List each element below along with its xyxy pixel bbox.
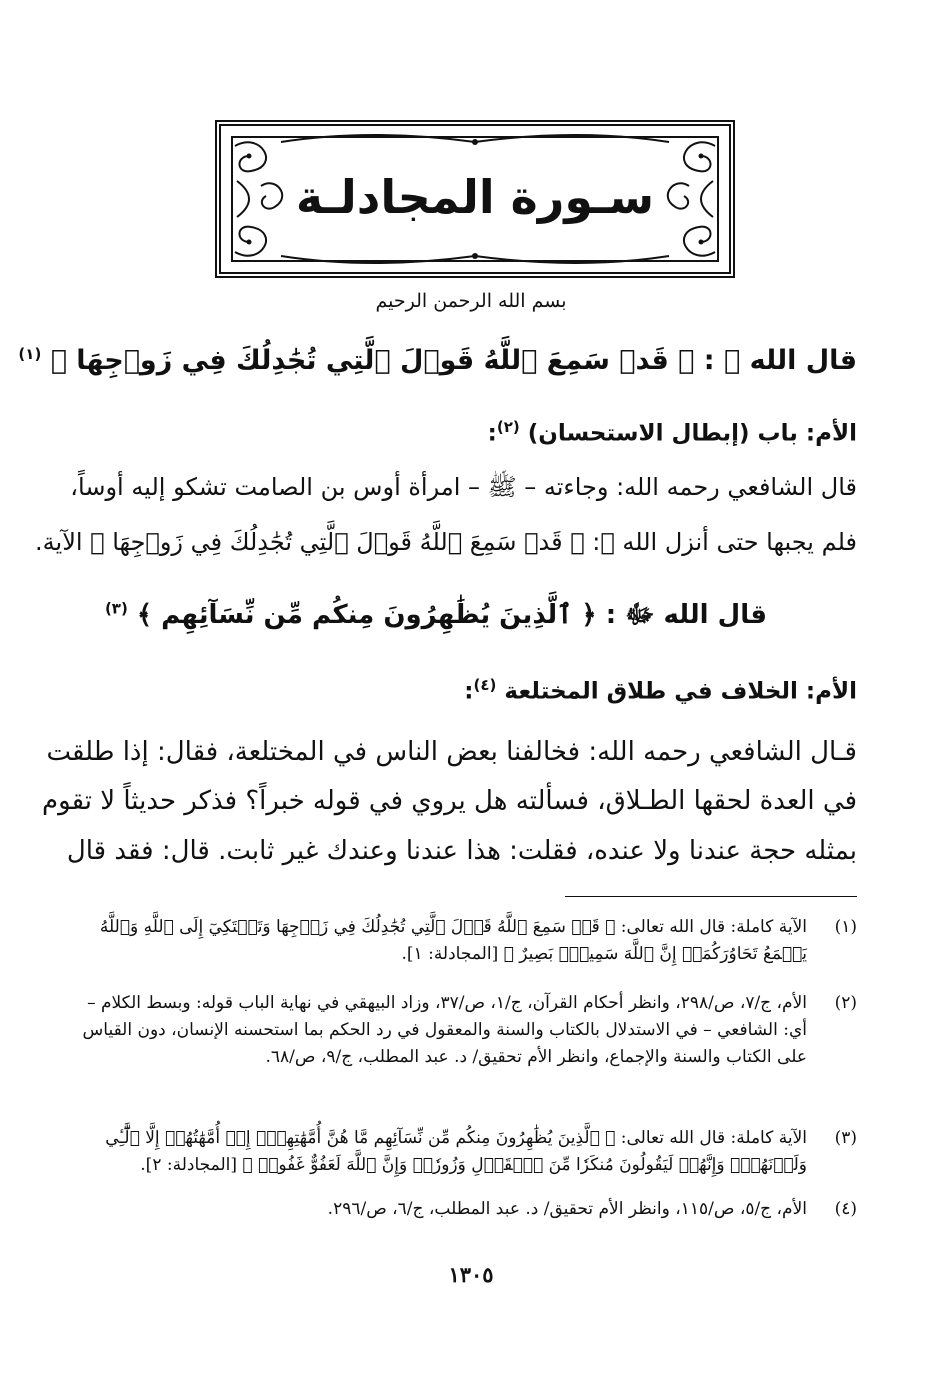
paragraph-2-line-1: قـال الشافعي رحمه الله: فخالفنا بعض الناس في المختلعة، فقال: إذا طلقت <box>46 737 857 767</box>
footnote-ref: (٢) <box>496 418 520 436</box>
footnote-number: (٤) <box>834 1199 857 1219</box>
surah-title: سـورة المجادلـة <box>295 170 655 224</box>
basmala: بسم الله الرحمن الرحيم <box>375 290 567 312</box>
footnote-2 <box>77 990 857 1071</box>
paragraph-2-line-3: بمثله حجة عندنا ولا عنده، فقلت: هذا عندنا وعندك غير ثابت. قال: فقد قال <box>66 836 857 866</box>
footnote-ref: (١) <box>18 345 42 363</box>
paragraph-1-line-1: قال الشافعي رحمه الله: وجاءته – ﷺ – امرأة أوس بن الصامت تشكو إليه أوساً، <box>70 473 857 501</box>
heading-colon: : <box>487 420 497 447</box>
footnote-number: (١) <box>834 917 857 937</box>
footnote-ref: (٣) <box>104 599 128 618</box>
footnote-text: الآية كاملة: قال الله تعالى: ﴿ ٱلَّذِينَ يُظَٰهِرُونَ مِنكُم مِّن نِّسَآئِهِم مَّا هُنَّ أُمَّهَٰتِهِمۡۖ إِنۡ أُمَّهَٰتُهُمۡ إِلَّا ٱلَّٰٓـِٔي وَلَدۡنَهُمۡۚ وَإِنَّهُمۡ لَيَقُولُونَ مُنكَرٗا مِّنَ ٱلۡقَوۡلِ وَزُورٗاۚ وَإِنَّ ٱللَّهَ لَعَفُوٌّ غَفُورٞ ﴾ [المجادلة: ٢]. <box>105 1128 807 1175</box>
footnote-4 <box>77 1196 857 1223</box>
footnote-text: الأم، ج/٥، ص/١١٥، وانظر الأم تحقيق/ د. عبد المطلب، ج/٦، ص/٢٩٦. <box>327 1199 807 1219</box>
footnote-number: (٣) <box>834 1128 857 1148</box>
title-ornament-frame <box>215 120 735 278</box>
heading-text: الأم: الخلاف في طلاق المختلعة <box>504 678 857 705</box>
footnote-1 <box>77 914 857 968</box>
section-heading-2 <box>80 676 857 705</box>
footnote-text: الأم، ج/٧، ص/٢٩٨، وانظر أحكام القرآن، ج/١، ص/٣٧، وزاد البيهقي في نهاية الباب قوله: وبسط الكلام – أي: الشافعي – في الاستدلال بالكتاب والسنة والمعقول في رد الحكم بما استحسنه الإنسان، دون القياس على الكتاب والسنة والإجماع، وانظر الأم تحقيق/ د. عبد المطلب، ج/٩، ص/٦٨. <box>82 993 807 1067</box>
footnote-3 <box>77 1125 857 1179</box>
heading-text: الأم: باب (إبطال الاستحسان) <box>527 420 857 447</box>
verse-quote-2 <box>80 598 767 636</box>
heading-colon: : <box>464 678 474 705</box>
footnote-ref: (٤) <box>473 676 497 694</box>
quote-prefix: قال الله ﷻ : <box>605 600 767 630</box>
verse-quote-1 <box>18 345 857 376</box>
quran-verse: ﴿ قَدۡ سَمِعَ ٱللَّهُ قَوۡلَ ٱلَّتِي تُجَٰدِلُكَ فِي زَوۡجِهَا ﴾ <box>50 345 695 376</box>
quote-prefix: قال الله ﷻ : <box>703 345 857 376</box>
footnote-text: الآية كاملة: قال الله تعالى: ﴿ قَدۡ سَمِعَ ٱللَّهُ قَوۡلَ ٱلَّتِي تُجَٰدِلُكَ فِي زَوۡجِهَا وَتَشۡتَكِيٓ إِلَى ٱللَّهِ وَٱللَّهُ يَسۡمَعُ تَحَاوُرَكُمَآۚ إِنَّ ٱللَّهَ سَمِيعُۢ بَصِيرٌ ﴾ [المجادلة: ١]. <box>99 917 807 964</box>
paragraph-1-line-2: فلم يجبها حتى أنزل الله ﷻ: ﴿ قَدۡ سَمِعَ ٱللَّهُ قَوۡلَ ٱلَّتِي تُجَٰدِلُكَ فِي زَوۡجِهَا ﴾ الآية. <box>35 528 857 556</box>
section-heading-1 <box>80 418 857 447</box>
footnote-separator <box>565 896 857 897</box>
page-number: ١٣٠٥ <box>448 1262 494 1287</box>
footnote-number: (٢) <box>834 993 857 1013</box>
quran-verse: ﴿ ٱلَّذِينَ يُظَٰهِرُونَ مِنكُم مِّن نِّسَآئِهِم ﴾ <box>136 600 597 630</box>
paragraph-2-line-2: في العدة لحقها الطـلاق، فسألته هل يروي في قوله خبراً؟ فذكر حديثاً لا تقوم <box>42 786 857 816</box>
